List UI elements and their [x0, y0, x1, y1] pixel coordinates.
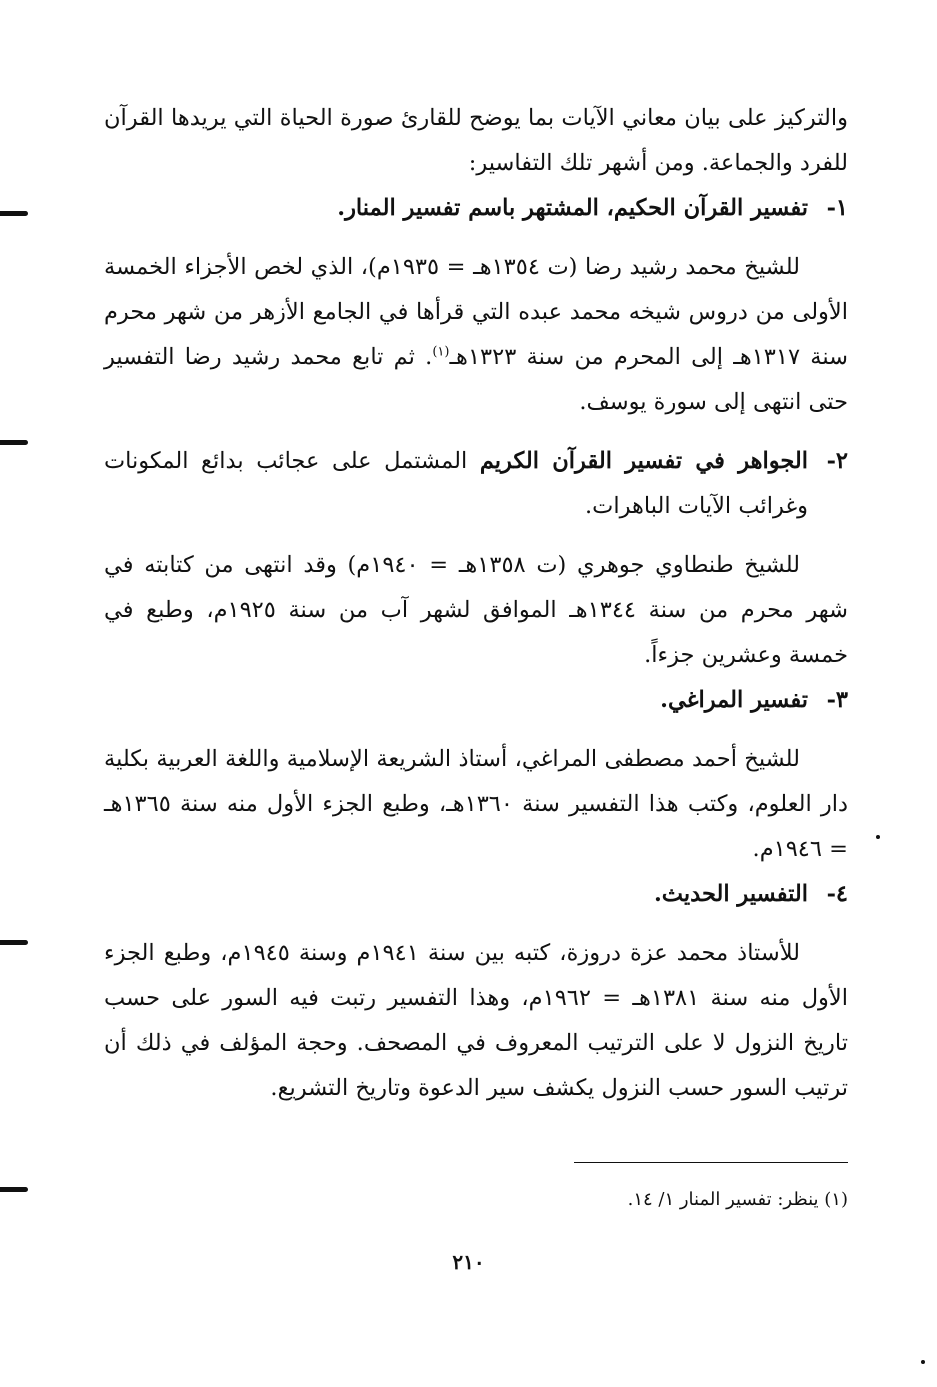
item-2-description: للشيخ طنطاوي جوهري (ت ١٣٥٨هـ = ١٩٤٠م) وقد انتهى من كتابته في شهر محرم من سنة ١٣٤٤هـ الموافق لشهر آب من سنة ١٩٢٥م، وطبع في خمسة وعشرين جزءاً.: [104, 552, 848, 668]
item-2-title-rest: المشتمل على عجائب بدائع المكونات وغرائب الآيات الباهرات.: [104, 448, 808, 519]
item-1-heading: [104, 186, 848, 231]
margin-mark: [0, 440, 28, 445]
margin-mark: [0, 940, 28, 945]
item-1-number: ١-: [826, 195, 848, 221]
item-1-desc-after-note: . ثم تابع محمد رشيد رضا التفسير حتى انتهى إلى سورة يوسف.: [104, 344, 848, 415]
item-4-number: ٤-: [826, 881, 848, 907]
item-2-heading: [104, 439, 848, 529]
item-4-heading: [104, 872, 848, 917]
item-4-description: للأستاذ محمد عزة دروزة، كتبه بين سنة ١٩٤١م وسنة ١٩٤٥م، وطبع الجزء الأول منه سنة ١٣٨١هـ = ١٩٦٢م، وهذا التفسير رتبت فيه السور على حسب تاريخ النزول لا على الترتيب المعروف في المصحف. وحجة المؤلف في ذلك أن ترتيب السور حسب النزول يكشف سير الدعوة وتاريخ التشريع.: [104, 940, 848, 1101]
item-1-desc-before-note: للشيخ محمد رشيد رضا (ت ١٣٥٤هـ = ١٩٣٥م)، الذي لخص الأجزاء الخمسة الأولى من دروس شيخه محمد عبده التي قرأها في الجامع الأزهر من شهر محرم سنة ١٣١٧هـ إلى المحرم من سنة ١٣٢٣هـ: [104, 254, 848, 370]
speck: [876, 835, 880, 839]
item-3-description: للشيخ أحمد مصطفى المراغي، أستاذ الشريعة الإسلامية واللغة العربية بكلية دار العلوم، وكتب هذا التفسير سنة ١٣٦٠هـ، وطبع الجزء الأول منه سنة ١٣٦٥هـ = ١٩٤٦م.: [104, 746, 848, 862]
margin-mark: [0, 211, 28, 216]
page-body: [104, 96, 848, 1111]
speck: [921, 1360, 925, 1364]
footnote-text: (١) ينظر: تفسير المنار ١/ ١٤.: [627, 1189, 848, 1210]
item-3-heading: [104, 678, 848, 723]
footnote-separator: [574, 1162, 848, 1163]
item-3-title: تفسير المراغي.: [660, 687, 808, 713]
item-1-description: [104, 245, 848, 425]
item-3-number: ٣-: [826, 687, 848, 713]
item-2-title: الجواهر في تفسير القرآن الكريم: [479, 448, 808, 474]
item-2-number: ٢-: [826, 448, 848, 474]
margin-mark: [0, 1187, 28, 1192]
intro-paragraph: والتركيز على بيان معاني الآيات بما يوضح للقارئ صورة الحياة التي يريدها القرآن للفرد والجماعة. ومن أشهر تلك التفاسير:: [104, 105, 848, 176]
footnote-reference[interactable]: (١): [432, 344, 450, 360]
page-number: ٢١٠: [452, 1250, 485, 1274]
item-1-title: تفسير القرآن الحكيم، المشتهر باسم تفسير المنار.: [337, 195, 808, 221]
item-4-title: التفسير الحديث.: [653, 881, 808, 907]
